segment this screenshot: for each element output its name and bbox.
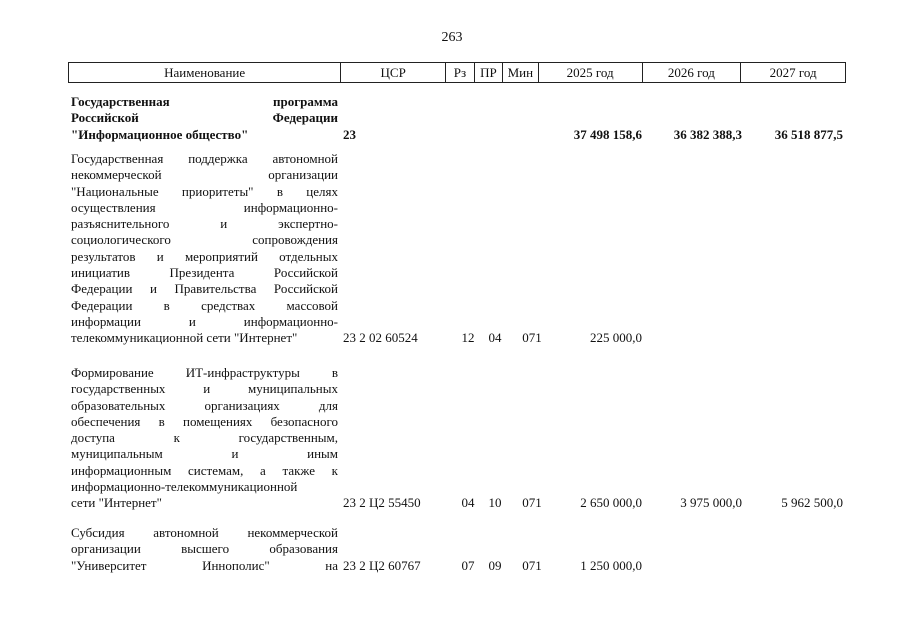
cell-y2025: 37 498 158,6: [573, 126, 642, 142]
row-name: [71, 94, 338, 143]
row-name-line: результатов и мероприятий отдельных: [71, 248, 338, 264]
cell-y2025: 1 250 000,0: [580, 557, 642, 573]
header-2026: 2026 год: [643, 63, 742, 82]
cell-csr: 23 2 02 60524: [343, 330, 418, 346]
row-name-line: "Информационное общество": [71, 126, 249, 142]
header-csr: ЦСР: [341, 63, 446, 82]
header-name: Наименование: [69, 63, 341, 82]
cell-y2026: 3 975 000,0: [680, 495, 742, 511]
row-name-line: разъяснительного и экспертно-: [71, 216, 338, 232]
row-name-line: осуществления информационно-: [71, 199, 338, 215]
row-name-line: доступа к государственным,: [71, 430, 338, 446]
cell-y2026: 36 382 388,3: [673, 126, 742, 142]
cell-min: 071: [522, 557, 542, 573]
row-name-line: информационным системам, а также к: [71, 462, 338, 478]
header-pr: ПР: [475, 63, 503, 82]
cell-pr: 04: [488, 330, 502, 346]
row-name-line: организации высшего образования: [71, 541, 338, 557]
row-name-line: Государственная поддержка автономной: [71, 151, 338, 166]
row-name-line: Российской Федерации: [71, 110, 338, 126]
cell-csr: 23: [343, 126, 356, 142]
cell-csr: 23 2 Ц2 60767: [343, 557, 421, 573]
cell-rz: 04: [461, 495, 475, 511]
cell-csr: 23 2 Ц2 55450: [343, 495, 421, 511]
row-name-line: некоммерческой организации: [71, 167, 338, 183]
row-name-line: Федерации в средствах массовой: [71, 297, 338, 313]
header-2027: 2027 год: [769, 64, 817, 80]
row-name-line: муниципальным и иным: [71, 446, 338, 462]
row-name-line: информации и информационно-: [71, 313, 338, 329]
cell-rz: 12: [461, 330, 475, 346]
table-header: [68, 62, 846, 83]
row-name-line: информационно-телекоммуникационной: [71, 479, 298, 495]
row-name-line: "Университет Иннополис" на: [71, 557, 338, 573]
cell-y2027: 5 962 500,0: [781, 495, 843, 511]
cell-rz: 07: [461, 557, 475, 573]
row-name-line: телекоммуникационной сети "Интернет": [71, 330, 298, 346]
row-name: [71, 525, 338, 574]
row-name-line: "Национальные приоритеты" в целях: [71, 183, 338, 199]
cell-y2025: 2 650 000,0: [580, 495, 642, 511]
header-2025: 2025 год: [539, 63, 643, 82]
row-name-line: Формирование ИТ-инфраструктуры в: [71, 365, 338, 380]
header-rz: Рз: [446, 63, 475, 82]
row-name: [71, 365, 338, 512]
cell-pr: 09: [488, 557, 502, 573]
row-name-line: социологического сопровождения: [71, 232, 338, 248]
row-name: [71, 151, 338, 347]
cell-pr: 10: [488, 495, 502, 511]
row-name-line: Субсидия автономной некоммерческой: [71, 525, 338, 540]
row-name-line: Государственная программа: [71, 94, 338, 109]
cell-y2025: 225 000,0: [590, 330, 642, 346]
page-number: 263: [441, 30, 463, 45]
row-name-line: сети "Интернет": [71, 495, 162, 511]
row-name-line: государственных и муниципальных: [71, 381, 338, 397]
row-name-line: инициатив Президента Российской: [71, 265, 338, 281]
cell-min: 071: [522, 330, 542, 346]
cell-y2027: 36 518 877,5: [774, 126, 843, 142]
cell-min: 071: [522, 495, 542, 511]
row-name-line: Федерации и Правительства Российской: [71, 281, 338, 297]
header-min: Мин: [503, 63, 539, 82]
row-name-line: образовательных организациях для: [71, 397, 338, 413]
row-name-line: обеспечения в помещениях безопасного: [71, 413, 338, 429]
